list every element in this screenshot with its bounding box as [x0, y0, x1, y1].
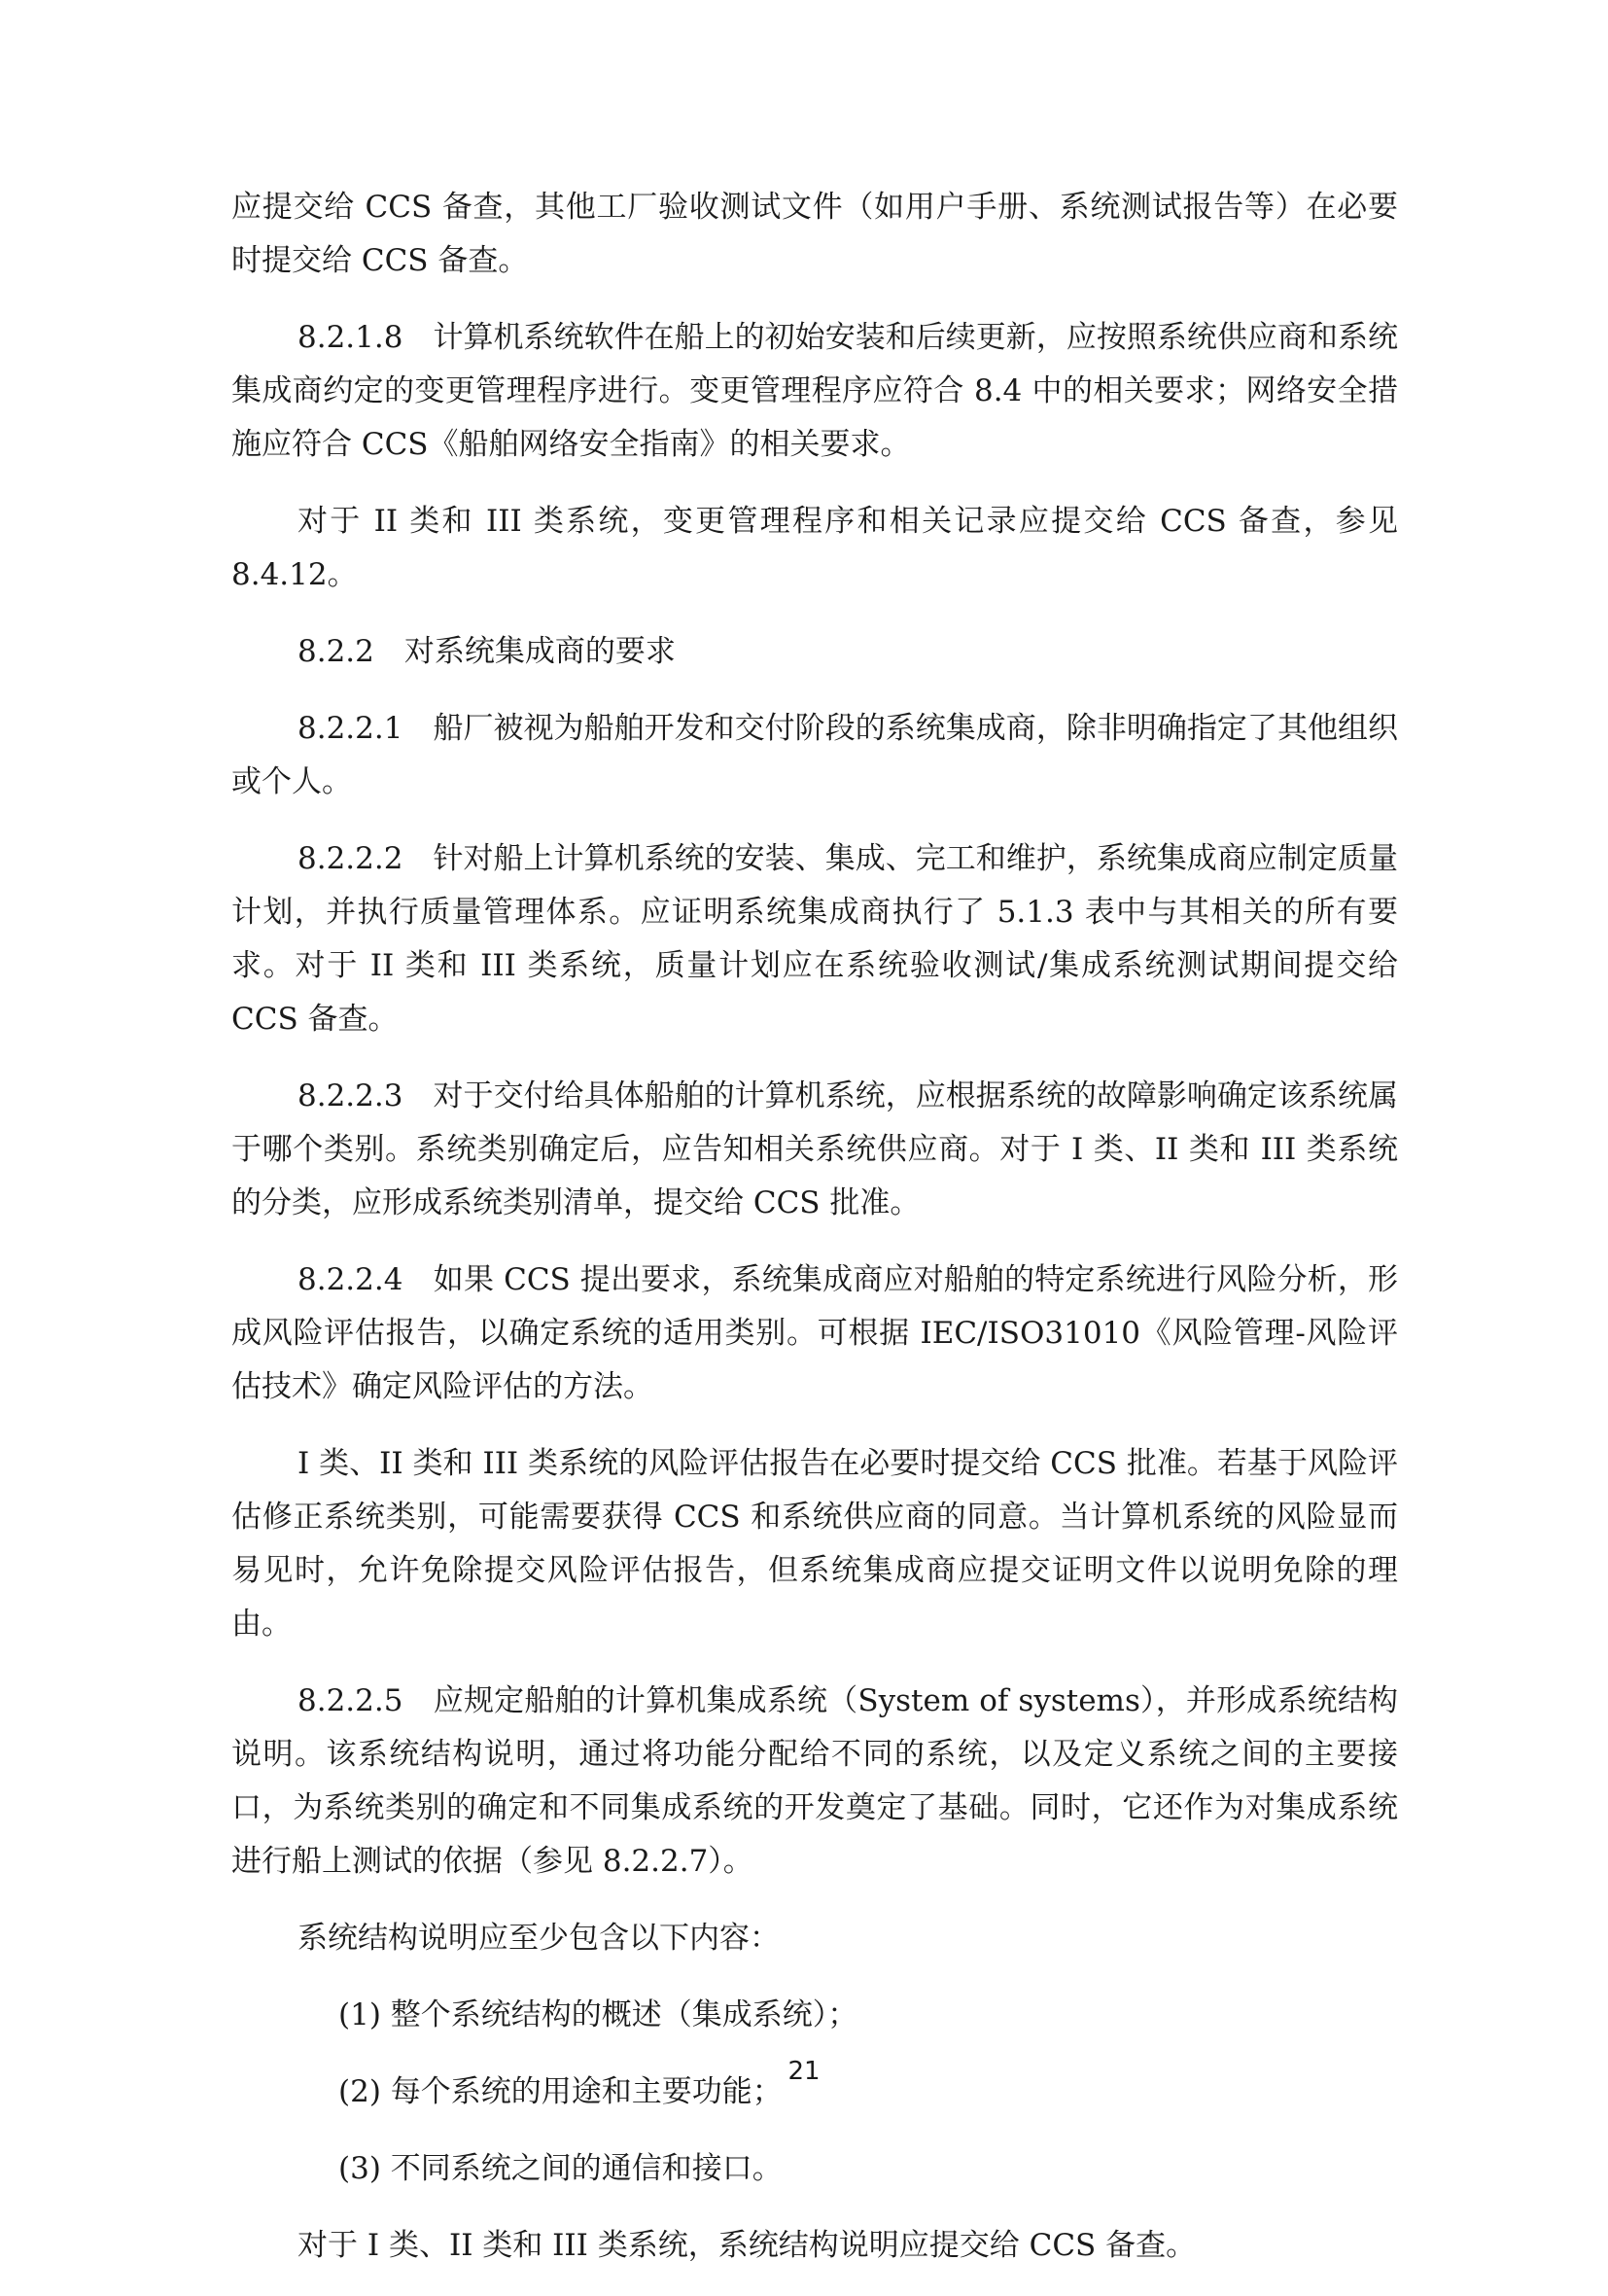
clause-8-2-2-4: 8.2.2.4 如果 CCS 提出要求，系统集成商应对船舶的特定系统进行风险分析，形成风险评估报告，以确定系统的适用类别。可根据 IEC/ISO31010《风险管理-风险评估技术》确定风险评估的方法。 — [231, 1262, 1398, 1404]
clause-8-2-2-3: 8.2.2.3 对于交付给具体船舶的计算机系统，应根据系统的故障影响确定该系统属于哪个类别。系统类别确定后，应告知相关系统供应商。对于 I 类、II 类和 III 类系统的分类，应形成系统类别清单，提交给 CCS 批准。 — [231, 1078, 1398, 1220]
paragraph-class-ii-iii-change-management: 对于 II 类和 III 类系统，变更管理程序和相关记录应提交给 CCS 备查，参见 8.4.12。 — [231, 504, 1398, 592]
clause-8-2-2-1: 8.2.2.1 船厂被视为船舶开发和交付阶段的系统集成商，除非明确指定了其他组织或个人。 — [231, 711, 1398, 799]
list-item: (2) 每个系统的用途和主要功能； — [338, 2074, 783, 2109]
document-page — [231, 181, 1398, 2296]
list-item: (3) 不同系统之间的通信和接口。 — [338, 2151, 783, 2186]
paragraph-structure-submission: 对于 I 类、II 类和 III 类系统，系统结构说明应提交给 CCS 备查。 — [297, 2228, 1197, 2263]
paragraph-structure-contents-intro: 系统结构说明应至少包含以下内容： — [297, 1921, 780, 1956]
continuation-paragraph: 应提交给 CCS 备查，其他工厂验收测试文件（如用户手册、系统测试报告等）在必要时提交给 CCS 备查。 — [231, 190, 1398, 278]
page-number: 21 — [787, 2057, 821, 2086]
clause-8-2-2-2: 8.2.2.2 针对船上计算机系统的安装、集成、完工和维护，系统集成商应制定质量计划，并执行质量管理体系。应证明系统集成商执行了 5.1.3 表中与其相关的所有要求。对于 II 类和 III 类系统，质量计划应在系统验收测试/集成系统测试期间提交给 CCS 备查。 — [231, 841, 1398, 1037]
clause-8-2-1-8: 8.2.1.8 计算机系统软件在船上的初始安装和后续更新，应按照系统供应商和系统集成商约定的变更管理程序进行。变更管理程序应符合 8.4 中的相关要求；网络安全措施应符合 CCS《船舶网络安全指南》的相关要求。 — [231, 320, 1398, 462]
paragraph-risk-report: I 类、II 类和 III 类系统的风险评估报告在必要时提交给 CCS 批准。若基于风险评估修正系统类别，可能需要获得 CCS 和系统供应商的同意。当计算机系统的风险显而易见时，允许免除提交风险评估报告，但系统集成商应提交证明文件以说明免除的理由。 — [231, 1446, 1398, 1642]
section-heading-8-2-2: 8.2.2 对系统集成商的要求 — [297, 634, 676, 669]
clause-8-2-2-5: 8.2.2.5 应规定船舶的计算机集成系统（System of systems），并形成系统结构说明。该系统结构说明，通过将功能分配给不同的系统，以及定义系统之间的主要接口，为系统类别的确定和不同集成系统的开发奠定了基础。同时，它还作为对集成系统进行船上测试的依据（参见 8.2.2.7）。 — [231, 1683, 1398, 1879]
list-item: (1) 整个系统结构的概述（集成系统）； — [338, 1997, 858, 2032]
